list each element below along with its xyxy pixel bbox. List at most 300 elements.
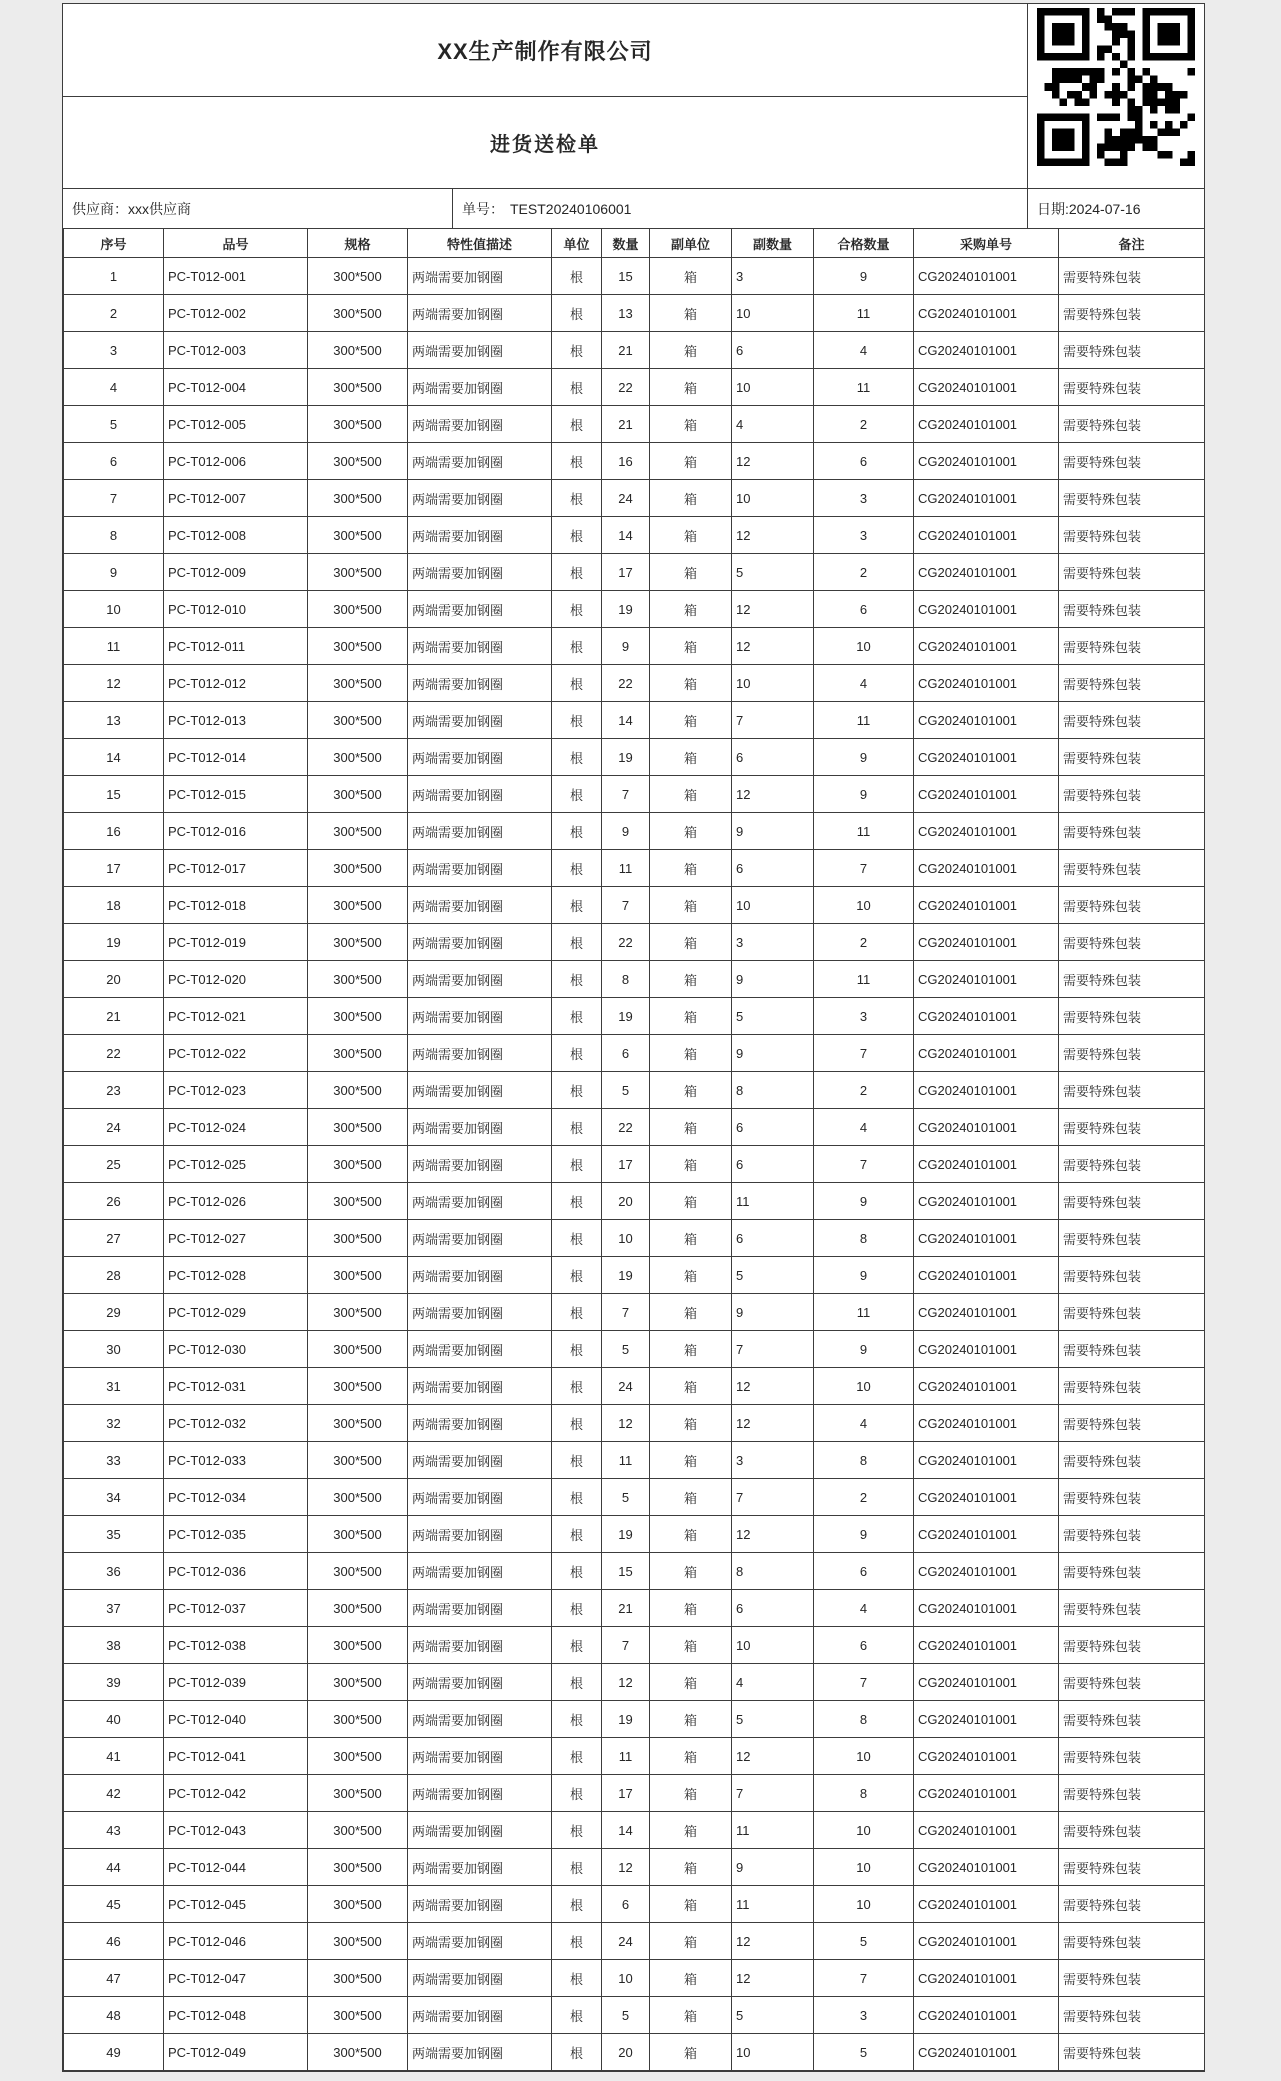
cell-characteristic: 两端需要加钢圈 — [408, 1664, 552, 1701]
cell-sub-qty: 10 — [732, 1627, 814, 1664]
cell-sub-unit: 箱 — [650, 1072, 732, 1109]
cell-sub-unit: 箱 — [650, 1960, 732, 1997]
cell-sub-qty: 11 — [732, 1886, 814, 1923]
table-row — [64, 1738, 1205, 1775]
cell-qualified-qty: 4 — [814, 665, 914, 702]
col-header-characteristic: 特性值描述 — [408, 229, 552, 258]
cell-seq: 27 — [64, 1220, 164, 1257]
cell-spec: 300*500 — [308, 1294, 408, 1331]
cell-spec: 300*500 — [308, 961, 408, 998]
cell-unit: 根 — [552, 554, 602, 591]
cell-qty: 17 — [602, 1146, 650, 1183]
cell-qty: 5 — [602, 1331, 650, 1368]
cell-po-no: CG20240101001 — [914, 1146, 1059, 1183]
table-row — [64, 998, 1205, 1035]
table-row — [64, 1405, 1205, 1442]
table-row — [64, 628, 1205, 665]
cell-spec: 300*500 — [308, 554, 408, 591]
cell-seq: 26 — [64, 1183, 164, 1220]
table-row — [64, 1886, 1205, 1923]
cell-sub-unit: 箱 — [650, 1849, 732, 1886]
cell-unit: 根 — [552, 258, 602, 295]
cell-qualified-qty: 3 — [814, 480, 914, 517]
cell-item-no: PC-T012-039 — [164, 1664, 308, 1701]
cell-sub-unit: 箱 — [650, 961, 732, 998]
cell-sub-unit: 箱 — [650, 1405, 732, 1442]
cell-sub-unit: 箱 — [650, 813, 732, 850]
cell-seq: 21 — [64, 998, 164, 1035]
cell-qualified-qty: 11 — [814, 961, 914, 998]
cell-spec: 300*500 — [308, 517, 408, 554]
table-row — [64, 1997, 1205, 2034]
cell-remark: 需要特殊包装 — [1059, 1479, 1205, 1516]
cell-item-no: PC-T012-012 — [164, 665, 308, 702]
table-row — [64, 332, 1205, 369]
cell-characteristic: 两端需要加钢圈 — [408, 1220, 552, 1257]
cell-unit: 根 — [552, 850, 602, 887]
cell-item-no: PC-T012-037 — [164, 1590, 308, 1627]
table-row — [64, 1849, 1205, 1886]
cell-po-no: CG20240101001 — [914, 443, 1059, 480]
table-row — [64, 776, 1205, 813]
cell-sub-unit: 箱 — [650, 1923, 732, 1960]
cell-item-no: PC-T012-015 — [164, 776, 308, 813]
cell-sub-unit: 箱 — [650, 1775, 732, 1812]
cell-unit: 根 — [552, 332, 602, 369]
cell-item-no: PC-T012-018 — [164, 887, 308, 924]
cell-unit: 根 — [552, 591, 602, 628]
cell-qualified-qty: 10 — [814, 1738, 914, 1775]
cell-item-no: PC-T012-033 — [164, 1442, 308, 1479]
cell-spec: 300*500 — [308, 1849, 408, 1886]
cell-unit: 根 — [552, 1072, 602, 1109]
cell-sub-unit: 箱 — [650, 1146, 732, 1183]
cell-item-no: PC-T012-022 — [164, 1035, 308, 1072]
cell-unit: 根 — [552, 1035, 602, 1072]
cell-seq: 1 — [64, 258, 164, 295]
cell-qualified-qty: 10 — [814, 1368, 914, 1405]
cell-spec: 300*500 — [308, 443, 408, 480]
cell-qty: 24 — [602, 480, 650, 517]
order-no-value: TEST20240106001 — [510, 200, 632, 217]
cell-item-no: PC-T012-009 — [164, 554, 308, 591]
cell-spec: 300*500 — [308, 739, 408, 776]
cell-qualified-qty: 8 — [814, 1442, 914, 1479]
cell-remark: 需要特殊包装 — [1059, 1738, 1205, 1775]
cell-spec: 300*500 — [308, 702, 408, 739]
cell-spec: 300*500 — [308, 332, 408, 369]
cell-remark: 需要特殊包装 — [1059, 1960, 1205, 1997]
table-row — [64, 1775, 1205, 1812]
cell-seq: 15 — [64, 776, 164, 813]
cell-seq: 24 — [64, 1109, 164, 1146]
cell-item-no: PC-T012-029 — [164, 1294, 308, 1331]
cell-seq: 47 — [64, 1960, 164, 1997]
cell-qty: 15 — [602, 1553, 650, 1590]
cell-sub-unit: 箱 — [650, 1220, 732, 1257]
supplier-field — [63, 189, 452, 228]
cell-sub-qty: 5 — [732, 1997, 814, 2034]
cell-characteristic: 两端需要加钢圈 — [408, 1368, 552, 1405]
cell-qty: 7 — [602, 776, 650, 813]
cell-qualified-qty: 7 — [814, 1664, 914, 1701]
cell-po-no: CG20240101001 — [914, 1183, 1059, 1220]
cell-qty: 5 — [602, 1479, 650, 1516]
cell-sub-qty: 7 — [732, 702, 814, 739]
cell-spec: 300*500 — [308, 850, 408, 887]
form-header — [63, 4, 1204, 228]
cell-sub-qty: 6 — [732, 1590, 814, 1627]
cell-item-no: PC-T012-021 — [164, 998, 308, 1035]
cell-sub-unit: 箱 — [650, 258, 732, 295]
cell-seq: 45 — [64, 1886, 164, 1923]
cell-unit: 根 — [552, 1109, 602, 1146]
table-row — [64, 1442, 1205, 1479]
cell-sub-unit: 箱 — [650, 1701, 732, 1738]
cell-sub-qty: 12 — [732, 1960, 814, 1997]
cell-seq: 20 — [64, 961, 164, 998]
cell-spec: 300*500 — [308, 776, 408, 813]
cell-po-no: CG20240101001 — [914, 1886, 1059, 1923]
table-row — [64, 369, 1205, 406]
cell-sub-qty: 6 — [732, 1146, 814, 1183]
cell-seq: 30 — [64, 1331, 164, 1368]
cell-spec: 300*500 — [308, 1886, 408, 1923]
cell-po-no: CG20240101001 — [914, 1331, 1059, 1368]
cell-seq: 36 — [64, 1553, 164, 1590]
cell-qualified-qty: 4 — [814, 1109, 914, 1146]
cell-sub-qty: 10 — [732, 295, 814, 332]
col-header-remark: 备注 — [1059, 229, 1205, 258]
cell-characteristic: 两端需要加钢圈 — [408, 1146, 552, 1183]
table-header-row — [64, 229, 1205, 258]
cell-sub-qty: 12 — [732, 1923, 814, 1960]
cell-characteristic: 两端需要加钢圈 — [408, 1627, 552, 1664]
cell-characteristic: 两端需要加钢圈 — [408, 850, 552, 887]
table-row — [64, 1183, 1205, 1220]
cell-spec: 300*500 — [308, 665, 408, 702]
cell-remark: 需要特殊包装 — [1059, 702, 1205, 739]
cell-unit: 根 — [552, 1183, 602, 1220]
cell-remark: 需要特殊包装 — [1059, 1701, 1205, 1738]
col-header-unit: 单位 — [552, 229, 602, 258]
cell-sub-unit: 箱 — [650, 1109, 732, 1146]
cell-qty: 15 — [602, 258, 650, 295]
cell-item-no: PC-T012-041 — [164, 1738, 308, 1775]
cell-spec: 300*500 — [308, 480, 408, 517]
cell-remark: 需要特殊包装 — [1059, 665, 1205, 702]
cell-remark: 需要特殊包装 — [1059, 1183, 1205, 1220]
col-header-qty: 数量 — [602, 229, 650, 258]
cell-qualified-qty: 11 — [814, 369, 914, 406]
cell-sub-qty: 12 — [732, 1405, 814, 1442]
cell-po-no: CG20240101001 — [914, 1072, 1059, 1109]
cell-seq: 41 — [64, 1738, 164, 1775]
cell-qty: 21 — [602, 1590, 650, 1627]
cell-seq: 2 — [64, 295, 164, 332]
cell-remark: 需要特殊包装 — [1059, 1775, 1205, 1812]
cell-qualified-qty: 8 — [814, 1220, 914, 1257]
cell-spec: 300*500 — [308, 2034, 408, 2071]
cell-seq: 11 — [64, 628, 164, 665]
cell-characteristic: 两端需要加钢圈 — [408, 1701, 552, 1738]
cell-sub-unit: 箱 — [650, 1553, 732, 1590]
col-header-seq: 序号 — [64, 229, 164, 258]
table-row — [64, 813, 1205, 850]
cell-spec: 300*500 — [308, 1553, 408, 1590]
cell-remark: 需要特殊包装 — [1059, 480, 1205, 517]
cell-sub-unit: 箱 — [650, 480, 732, 517]
cell-sub-unit: 箱 — [650, 1664, 732, 1701]
cell-seq: 9 — [64, 554, 164, 591]
date-value: 2024-07-16 — [1068, 200, 1141, 217]
cell-unit: 根 — [552, 1960, 602, 1997]
cell-qualified-qty: 11 — [814, 295, 914, 332]
cell-qualified-qty: 2 — [814, 1072, 914, 1109]
cell-qty: 21 — [602, 332, 650, 369]
cell-spec: 300*500 — [308, 591, 408, 628]
form-title: 进货送检单 — [63, 97, 1027, 188]
cell-po-no: CG20240101001 — [914, 961, 1059, 998]
cell-item-no: PC-T012-042 — [164, 1775, 308, 1812]
cell-remark: 需要特殊包装 — [1059, 998, 1205, 1035]
cell-qualified-qty: 5 — [814, 2034, 914, 2071]
cell-qualified-qty: 2 — [814, 1479, 914, 1516]
cell-po-no: CG20240101001 — [914, 332, 1059, 369]
cell-remark: 需要特殊包装 — [1059, 1627, 1205, 1664]
cell-qualified-qty: 3 — [814, 998, 914, 1035]
cell-item-no: PC-T012-035 — [164, 1516, 308, 1553]
cell-qty: 9 — [602, 628, 650, 665]
cell-unit: 根 — [552, 1368, 602, 1405]
table-row — [64, 924, 1205, 961]
cell-qualified-qty: 5 — [814, 1923, 914, 1960]
cell-sub-unit: 箱 — [650, 1294, 732, 1331]
cell-remark: 需要特殊包装 — [1059, 1812, 1205, 1849]
cell-unit: 根 — [552, 369, 602, 406]
table-row — [64, 961, 1205, 998]
cell-characteristic: 两端需要加钢圈 — [408, 776, 552, 813]
table-row — [64, 1294, 1205, 1331]
cell-item-no: PC-T012-010 — [164, 591, 308, 628]
cell-item-no: PC-T012-036 — [164, 1553, 308, 1590]
cell-item-no: PC-T012-004 — [164, 369, 308, 406]
cell-po-no: CG20240101001 — [914, 1738, 1059, 1775]
cell-remark: 需要特殊包装 — [1059, 1146, 1205, 1183]
cell-po-no: CG20240101001 — [914, 1479, 1059, 1516]
cell-qualified-qty: 2 — [814, 406, 914, 443]
cell-spec: 300*500 — [308, 369, 408, 406]
cell-spec: 300*500 — [308, 1627, 408, 1664]
cell-sub-qty: 9 — [732, 1035, 814, 1072]
cell-qty: 19 — [602, 1516, 650, 1553]
cell-sub-qty: 10 — [732, 665, 814, 702]
cell-characteristic: 两端需要加钢圈 — [408, 1960, 552, 1997]
cell-item-no: PC-T012-008 — [164, 517, 308, 554]
table-row — [64, 1553, 1205, 1590]
table-row — [64, 1590, 1205, 1627]
cell-remark: 需要特殊包装 — [1059, 591, 1205, 628]
cell-spec: 300*500 — [308, 1109, 408, 1146]
cell-unit: 根 — [552, 1553, 602, 1590]
cell-po-no: CG20240101001 — [914, 1812, 1059, 1849]
cell-remark: 需要特殊包装 — [1059, 517, 1205, 554]
table-row — [64, 1109, 1205, 1146]
cell-unit: 根 — [552, 628, 602, 665]
cell-qualified-qty: 2 — [814, 924, 914, 961]
cell-po-no: CG20240101001 — [914, 924, 1059, 961]
cell-sub-unit: 箱 — [650, 1516, 732, 1553]
cell-spec: 300*500 — [308, 1590, 408, 1627]
table-row — [64, 739, 1205, 776]
cell-sub-qty: 12 — [732, 628, 814, 665]
cell-spec: 300*500 — [308, 887, 408, 924]
cell-remark: 需要特殊包装 — [1059, 1553, 1205, 1590]
cell-qty: 5 — [602, 1997, 650, 2034]
cell-qty: 7 — [602, 1294, 650, 1331]
cell-item-no: PC-T012-001 — [164, 258, 308, 295]
cell-remark: 需要特殊包装 — [1059, 1109, 1205, 1146]
cell-seq: 23 — [64, 1072, 164, 1109]
cell-seq: 40 — [64, 1701, 164, 1738]
table-row — [64, 258, 1205, 295]
cell-po-no: CG20240101001 — [914, 1849, 1059, 1886]
cell-sub-unit: 箱 — [650, 1590, 732, 1627]
cell-sub-qty: 7 — [732, 1331, 814, 1368]
cell-characteristic: 两端需要加钢圈 — [408, 332, 552, 369]
cell-spec: 300*500 — [308, 1738, 408, 1775]
cell-item-no: PC-T012-011 — [164, 628, 308, 665]
cell-po-no: CG20240101001 — [914, 2034, 1059, 2071]
cell-item-no: PC-T012-038 — [164, 1627, 308, 1664]
cell-remark: 需要特殊包装 — [1059, 258, 1205, 295]
cell-seq: 3 — [64, 332, 164, 369]
cell-sub-qty: 10 — [732, 369, 814, 406]
cell-characteristic: 两端需要加钢圈 — [408, 702, 552, 739]
cell-qty: 19 — [602, 739, 650, 776]
table-row — [64, 517, 1205, 554]
cell-sub-unit: 箱 — [650, 1886, 732, 1923]
cell-unit: 根 — [552, 776, 602, 813]
cell-remark: 需要特殊包装 — [1059, 1886, 1205, 1923]
cell-sub-unit: 箱 — [650, 1442, 732, 1479]
cell-spec: 300*500 — [308, 406, 408, 443]
table-row — [64, 1072, 1205, 1109]
cell-seq: 31 — [64, 1368, 164, 1405]
cell-seq: 38 — [64, 1627, 164, 1664]
cell-qty: 21 — [602, 406, 650, 443]
cell-qualified-qty: 10 — [814, 887, 914, 924]
cell-qualified-qty: 2 — [814, 554, 914, 591]
cell-item-no: PC-T012-017 — [164, 850, 308, 887]
cell-seq: 14 — [64, 739, 164, 776]
cell-po-no: CG20240101001 — [914, 1368, 1059, 1405]
cell-characteristic: 两端需要加钢圈 — [408, 1849, 552, 1886]
cell-characteristic: 两端需要加钢圈 — [408, 628, 552, 665]
cell-remark: 需要特殊包装 — [1059, 1072, 1205, 1109]
cell-qualified-qty: 6 — [814, 443, 914, 480]
cell-unit: 根 — [552, 924, 602, 961]
cell-sub-qty: 10 — [732, 2034, 814, 2071]
cell-item-no: PC-T012-040 — [164, 1701, 308, 1738]
col-header-sub-unit: 副单位 — [650, 229, 732, 258]
cell-sub-qty: 9 — [732, 1294, 814, 1331]
order-no-label: 单号： — [462, 200, 504, 217]
cell-po-no: CG20240101001 — [914, 1701, 1059, 1738]
cell-characteristic: 两端需要加钢圈 — [408, 1997, 552, 2034]
cell-remark: 需要特殊包装 — [1059, 1331, 1205, 1368]
cell-sub-qty: 9 — [732, 961, 814, 998]
cell-qualified-qty: 6 — [814, 1553, 914, 1590]
cell-seq: 37 — [64, 1590, 164, 1627]
cell-characteristic: 两端需要加钢圈 — [408, 1886, 552, 1923]
cell-sub-qty: 5 — [732, 554, 814, 591]
cell-sub-unit: 箱 — [650, 1812, 732, 1849]
cell-characteristic: 两端需要加钢圈 — [408, 813, 552, 850]
cell-unit: 根 — [552, 961, 602, 998]
cell-qty: 22 — [602, 665, 650, 702]
cell-sub-qty: 4 — [732, 406, 814, 443]
table-row — [64, 1331, 1205, 1368]
cell-spec: 300*500 — [308, 1664, 408, 1701]
cell-remark: 需要特殊包装 — [1059, 1405, 1205, 1442]
cell-sub-unit: 箱 — [650, 443, 732, 480]
cell-sub-qty: 10 — [732, 480, 814, 517]
cell-qty: 7 — [602, 1627, 650, 1664]
table-row — [64, 887, 1205, 924]
cell-qty: 13 — [602, 295, 650, 332]
cell-remark: 需要特殊包装 — [1059, 628, 1205, 665]
cell-po-no: CG20240101001 — [914, 628, 1059, 665]
cell-unit: 根 — [552, 665, 602, 702]
cell-remark: 需要特殊包装 — [1059, 961, 1205, 998]
cell-item-no: PC-T012-043 — [164, 1812, 308, 1849]
cell-sub-qty: 3 — [732, 1442, 814, 1479]
cell-po-no: CG20240101001 — [914, 1960, 1059, 1997]
table-row — [64, 1960, 1205, 1997]
cell-sub-qty: 3 — [732, 258, 814, 295]
cell-item-no: PC-T012-014 — [164, 739, 308, 776]
cell-qualified-qty: 9 — [814, 1257, 914, 1294]
cell-unit: 根 — [552, 1294, 602, 1331]
table-row — [64, 1220, 1205, 1257]
cell-qualified-qty: 7 — [814, 1960, 914, 1997]
cell-qty: 24 — [602, 1923, 650, 1960]
qr-cell — [1028, 4, 1204, 188]
cell-qualified-qty: 9 — [814, 258, 914, 295]
cell-sub-unit: 箱 — [650, 1331, 732, 1368]
cell-characteristic: 两端需要加钢圈 — [408, 517, 552, 554]
cell-qty: 9 — [602, 813, 650, 850]
cell-qty: 6 — [602, 1886, 650, 1923]
cell-sub-unit: 箱 — [650, 887, 732, 924]
cell-seq: 42 — [64, 1775, 164, 1812]
cell-po-no: CG20240101001 — [914, 998, 1059, 1035]
cell-sub-unit: 箱 — [650, 628, 732, 665]
cell-characteristic: 两端需要加钢圈 — [408, 1331, 552, 1368]
cell-remark: 需要特殊包装 — [1059, 1257, 1205, 1294]
col-header-sub-qty: 副数量 — [732, 229, 814, 258]
col-header-po-no: 采购单号 — [914, 229, 1059, 258]
cell-sub-unit: 箱 — [650, 332, 732, 369]
cell-unit: 根 — [552, 480, 602, 517]
table-row — [64, 1257, 1205, 1294]
order-no-field — [453, 189, 1027, 228]
cell-characteristic: 两端需要加钢圈 — [408, 1109, 552, 1146]
cell-qty: 10 — [602, 1960, 650, 1997]
cell-sub-qty: 6 — [732, 332, 814, 369]
cell-po-no: CG20240101001 — [914, 1442, 1059, 1479]
